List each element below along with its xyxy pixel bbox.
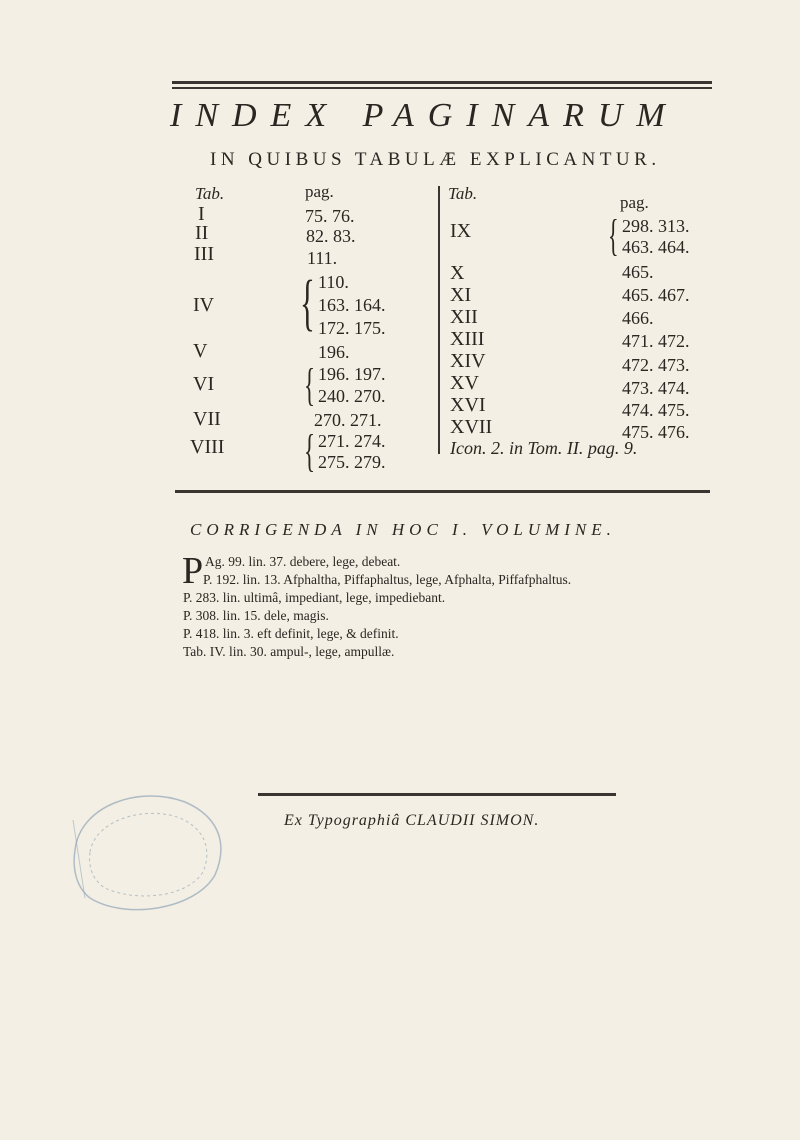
right-row-tab: XII	[450, 306, 478, 328]
page-subtitle: IN QUIBUS TABULÆ EXPLICANTUR.	[210, 149, 661, 170]
left-row-tab: II	[195, 222, 209, 244]
footer-rule	[258, 793, 616, 796]
brace: {	[608, 211, 619, 260]
right-tab-header: Tab.	[448, 184, 478, 203]
brace: {	[300, 269, 315, 337]
corrigenda-line: P. 418. lin. 3. eft definit, lege, & definit.	[183, 626, 399, 641]
brace: {	[304, 359, 316, 410]
right-row-tab: X	[450, 262, 465, 284]
section-rule	[175, 490, 710, 493]
left-row-pag: 110.	[318, 272, 349, 292]
column-divider	[438, 186, 440, 454]
icon-reference: Icon. 2. in Tom. II. pag. 9.	[450, 438, 638, 458]
corrigenda-line: P. 308. lin. 15. dele, magis.	[183, 608, 329, 623]
library-stamp-icon	[55, 780, 235, 920]
corrigenda-line: P. 283. lin. ultimâ, impediant, lege, impediebant.	[183, 590, 446, 605]
left-row-tab: VII	[193, 408, 221, 430]
right-row-pag: 463. 464.	[622, 237, 690, 257]
left-row-pag: 271. 274.	[318, 431, 386, 451]
right-row-pag: 475. 476.	[622, 422, 690, 442]
left-row-tab: VIII	[190, 436, 225, 458]
right-row-pag: 465.	[622, 262, 654, 282]
drop-cap: P	[182, 550, 204, 592]
left-row-pag: 196.	[318, 342, 350, 362]
right-row-pag: 466.	[622, 308, 654, 328]
left-tab-header: Tab.	[195, 184, 225, 203]
left-row-pag: 111.	[307, 248, 338, 268]
right-row-pag: 465. 467.	[622, 285, 690, 305]
left-row-tab: VI	[193, 373, 215, 395]
imprint: Ex Typographiâ CLAUDII SIMON.	[284, 812, 540, 829]
left-row-pag: 240. 270.	[318, 386, 386, 406]
right-row-pag: 471. 472.	[622, 331, 690, 351]
left-row-pag: 275. 279.	[318, 452, 386, 472]
top-rule-thin	[172, 87, 712, 89]
right-row-pag: 298. 313.	[622, 216, 690, 236]
right-row-tab: XV	[450, 372, 479, 394]
left-row-pag: 82. 83.	[306, 226, 356, 246]
right-row-tab: IX	[450, 220, 472, 242]
page-title: INDEX PAGINARUM	[170, 97, 679, 134]
corrigenda-title: CORRIGENDA IN HOC I. VOLUMINE.	[190, 520, 616, 539]
left-row-pag: 270. 271.	[314, 410, 382, 430]
right-row-pag: 472. 473.	[622, 355, 690, 375]
left-pag-header: pag.	[305, 182, 334, 201]
right-row-tab: XVI	[450, 394, 486, 416]
left-row-tab: III	[194, 243, 214, 265]
right-row-tab: XIII	[450, 328, 485, 350]
right-pag-header: pag.	[620, 193, 649, 212]
left-row-pag: 196. 197.	[318, 364, 386, 384]
left-row-tab: I	[198, 203, 205, 225]
right-row-tab: XIV	[450, 350, 486, 372]
corrigenda-line: P. 192. lin. 13. Afphaltha, Piffaphaltus, lege, Afphalta, Piffafphaltus.	[203, 572, 572, 587]
top-rule	[172, 81, 712, 84]
left-row-pag: 163. 164.	[318, 295, 386, 315]
left-row-pag: 172. 175.	[318, 318, 386, 338]
corrigenda-line: Ag. 99. lin. 37. debere, lege, debeat.	[205, 554, 401, 569]
left-row-tab: V	[193, 340, 208, 362]
right-row-pag: 473. 474.	[622, 378, 690, 398]
corrigenda-line: Tab. IV. lin. 30. ampul-, lege, ampullæ.	[183, 644, 395, 659]
right-row-pag: 474. 475.	[622, 400, 690, 420]
left-row-pag: 75. 76.	[305, 206, 355, 226]
left-row-tab: IV	[193, 294, 215, 316]
right-row-tab: XI	[450, 284, 472, 306]
brace: {	[304, 425, 316, 476]
right-row-tab: XVII	[450, 416, 493, 438]
